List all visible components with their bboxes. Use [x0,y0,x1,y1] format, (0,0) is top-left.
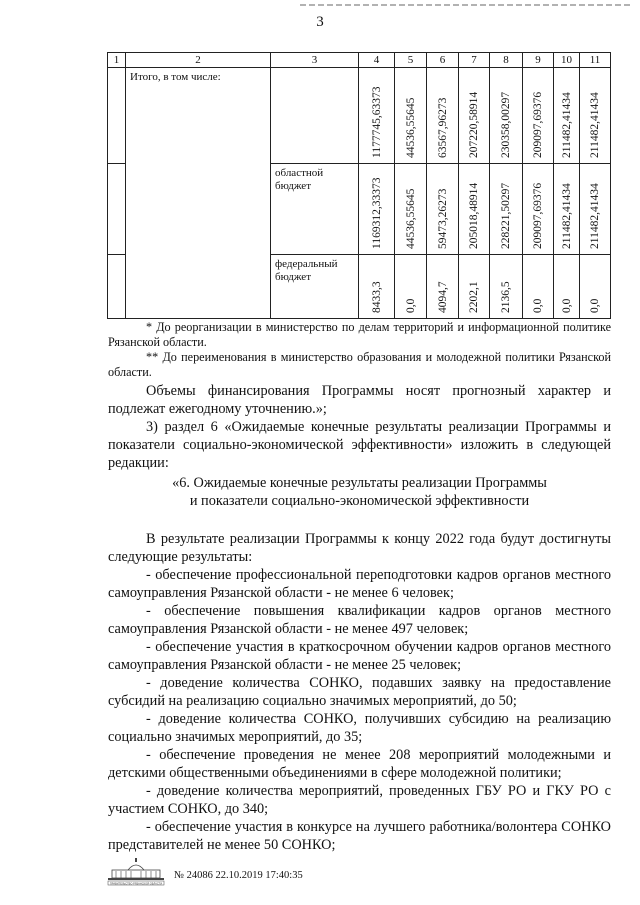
value-cell: 205018,48914 [468,182,480,249]
col-header: 7 [459,53,490,68]
footnote: ** До переименования в министерство образования и молодежной политики Рязанской области. [108,350,611,379]
value-cell: 4094,7 [436,281,449,313]
value-cell: 0,0 [532,298,544,313]
col-header: 5 [395,53,427,68]
value-cell: 59473,26273 [436,188,449,249]
value-cell: 44536,55645 [404,188,417,249]
row-label: Итого, в том числе: [126,68,271,319]
list-item: - доведение количества мероприятий, проведенных ГБУ РО и ГКУ РО с участием СОНКО, до 340; [108,783,611,817]
logo-caption: ПРАВИТЕЛЬСТВО РЯЗАНСКОЙ ОБЛАСТИ [109,882,163,886]
col-header: 6 [427,53,459,68]
heading-line: и показатели социально-экономической эффективности [189,493,530,509]
page-number: 3 [316,14,324,30]
value-cell: 211482,41434 [560,92,573,158]
value-cell: 0,0 [404,298,417,313]
value-cell: 207220,58914 [468,91,480,158]
paragraph: 3) раздел 6 «Ожидаемые конечные результаты реализации Программы и показатели социально-экономической эффективности» изложить в следующей редакции: [108,419,611,471]
value-cell: 63567,96273 [436,97,449,158]
results-section [108,530,611,854]
list-item: - обеспечение участия в конкурсе на лучшего работника/волонтера СОНКО представителей не менее 50 СОНКО; [108,819,611,853]
value-cell: 228221,50297 [500,182,512,249]
col-header: 9 [523,53,554,68]
footnotes [108,320,611,380]
list-item: - доведение количества СОНКО, получивших субсидию на реализацию социально значимых мероприятий, до 35; [108,711,611,745]
footnote: * До реорганизации в министерство по делам территорий и информационной политике Рязанской области. [108,320,611,349]
value-cell: 230358,00297 [500,91,512,158]
row-source: федеральный бюджет [271,255,359,319]
heading-line: «6. Ожидаемые конечные результаты реализации Программы [172,475,547,491]
value-cell: 2136,5 [500,281,512,313]
col-header: 3 [271,53,359,68]
col-header: 10 [554,53,580,68]
value-cell: 0,0 [589,298,601,313]
list-item: - обеспечение участия в краткосрочном обучении кадров органов местного самоуправления Рязанской области - не менее 25 человек; [108,639,611,673]
value-cell: 0,0 [560,298,573,313]
paragraph: Объемы финансирования Программы носят прогнозный характер и подлежат ежегодному уточнению.»; [108,383,611,417]
col-header: 1 [108,53,126,68]
value-cell: 8433,3 [370,281,383,313]
list-item: - обеспечение проведения не менее 208 мероприятий молодежными и детскими общественными объединениями в сфере молодежной политики; [108,747,611,781]
list-item: - обеспечение профессиональной переподготовки кадров органов местного самоуправления Рязанской области - не менее 6 человек; [108,567,611,601]
value-cell: 211482,41434 [560,183,573,249]
list-item: - обеспечение повышения квалификации кадров органов местного самоуправления Рязанской области - не менее 497 человек; [108,603,611,637]
body-text [108,382,611,472]
row-source: областной бюджет [271,164,359,255]
col-header: 4 [359,53,395,68]
col-header: 2 [126,53,271,68]
value-cell: 209097,69376 [532,182,544,249]
value-cell: 2202,1 [468,281,480,313]
scan-artifact-line [300,4,630,6]
table-header-row [108,53,611,68]
value-cell: 44536,55645 [404,97,417,158]
section-heading [108,474,611,510]
row-source [271,68,359,164]
value-cell: 209097,69376 [532,91,544,158]
col-header: 8 [490,53,523,68]
list-item: - доведение количества СОНКО, подавших заявку на предоставление субсидий на реализацию социально значимых мероприятий, до 50; [108,675,611,709]
government-building-logo [106,858,166,886]
table-row-total [108,68,611,164]
page-footer [106,858,626,888]
value-cell: 1169312,33373 [370,177,383,249]
paragraph: В результате реализации Программы к концу 2022 года будут достигнуты следующие результаты: [108,531,611,565]
col-header: 11 [580,53,611,68]
value-cell: 1177745,63373 [370,86,383,158]
document-reference: № 24086 22.10.2019 17:40:35 [174,870,303,881]
value-cell: 211482,41434 [589,183,601,249]
value-cell: 211482,41434 [589,92,601,158]
financing-table [107,52,611,319]
